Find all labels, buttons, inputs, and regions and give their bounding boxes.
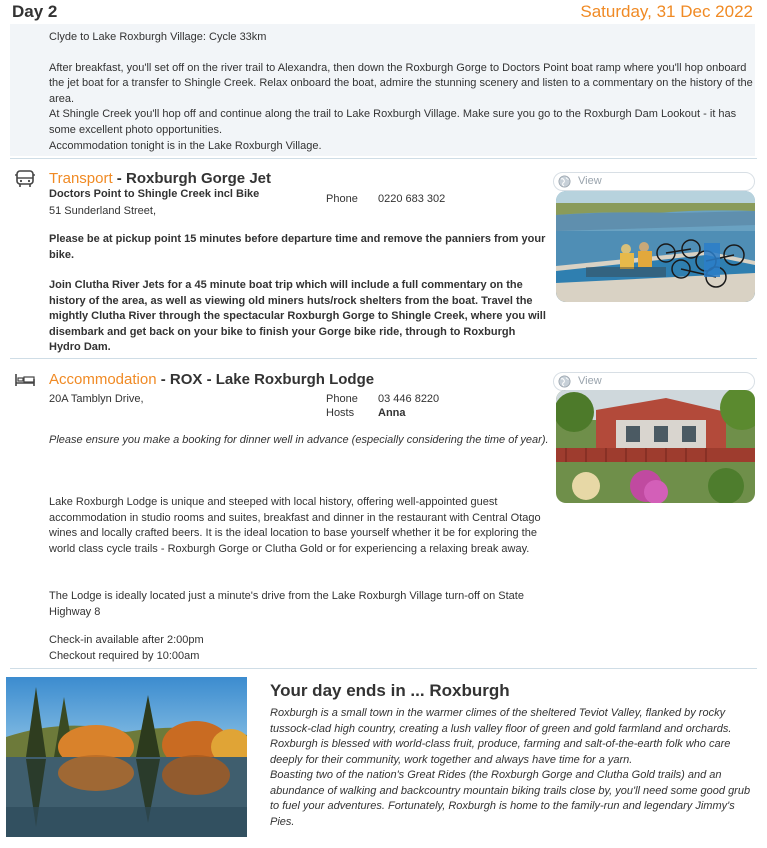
summary-route: Clyde to Lake Roxburgh Village: Cycle 33km xyxy=(49,31,267,43)
roxburgh-photo xyxy=(6,677,247,837)
day-title: Day 2 xyxy=(12,2,58,21)
transport-phone: 0220 683 302 xyxy=(378,193,446,205)
transport-address: 51 Sunderland Street, xyxy=(49,205,157,217)
day-date: Saturday, 31 Dec 2022 xyxy=(580,2,753,21)
section-divider xyxy=(10,158,757,159)
transport-photo[interactable] xyxy=(556,191,755,302)
accommodation-photo[interactable] xyxy=(556,390,755,503)
accommodation-hosts: Anna xyxy=(378,407,406,419)
globe-icon xyxy=(558,175,571,188)
accommodation-description: Lake Roxburgh Lodge is unique and steeped with local history, offering well-appointed guest accommodation in studio rooms and suites, breakfast and dinner in the restaurant with Central Otago wines and locally crafted beers. It is the ideal location to base yourself whether it be for exploring the world class cycle trails - Roxburgh Gorge or Clutha Gold or for experiencing a relaxing break away. xyxy=(49,496,541,555)
summary-paragraph: Accommodation tonight is in the Lake Roxburgh Village. xyxy=(49,139,322,152)
day-end-title: Your day ends in ... Roxburgh xyxy=(270,681,510,700)
accommodation-note: Please ensure you make a booking for dinner well in advance (especially considering the time of year). xyxy=(49,434,549,446)
bus-icon xyxy=(14,170,36,188)
view-label: View xyxy=(578,175,602,187)
transport-service: Doctors Point to Shingle Creek incl Bike xyxy=(49,188,260,200)
title-separator: - xyxy=(112,170,126,187)
accommodation-name: ROX - Lake Roxburgh Lodge xyxy=(169,371,375,388)
title-separator: - xyxy=(156,371,170,388)
summary-paragraph: At Shingle Creek you'll hop off and continue along the trail to Lake Roxburgh Village. Make sure you go to the Roxburgh Dam Lookout - it has some excellent photo opportunities. xyxy=(49,108,737,136)
checkin-time: Check-in available after 2:00pm xyxy=(49,634,204,646)
section-divider xyxy=(10,358,757,359)
day-end-text xyxy=(270,706,758,830)
hosts-label: Hosts xyxy=(326,407,355,419)
day-summary xyxy=(10,24,755,156)
day-header xyxy=(0,0,767,24)
accommodation-location: The Lodge is ideally located just a minute's drive from the Lake Roxburgh Village turn-off on State Highway 8 xyxy=(49,590,524,618)
section-divider xyxy=(10,668,757,669)
transport-view-button[interactable] xyxy=(553,172,755,191)
phone-label: Phone xyxy=(326,393,358,405)
checkout-time: Checkout required by 10:00am xyxy=(49,650,200,662)
accommodation-address: 20A Tamblyn Drive, xyxy=(49,393,144,405)
summary-paragraph: After breakfast, you'll set off on the river trail to Alexandra, then down the Roxburgh Gorge to Doctors Point boat ramp where you'll hop onboard the jet boat for a transfer to Shingle Creek. Relax onboard the boat, admire the stunning scenery and listen to a commentary on the history of the area. xyxy=(49,61,753,105)
globe-icon xyxy=(558,375,571,388)
day-end-paragraph: Roxburgh is a small town in the warmer climes of the sheltered Teviot Valley, flanked by rocky tussock-clad high country, creating a lush valley floor of green and gold farmland and orchards. Roxburgh is blessed with world-class fruit, produce, farming and salt-of-the-earth folk who care deeply for their community, work together and always have time for a yarn. xyxy=(270,707,732,766)
section-kind: Accommodation xyxy=(49,371,157,388)
transport-name: Roxburgh Gorge Jet xyxy=(125,170,271,187)
section-kind: Transport xyxy=(49,170,113,187)
accommodation-phone: 03 446 8220 xyxy=(378,393,440,405)
transport-title xyxy=(49,170,271,187)
transport-note: Please be at pickup point 15 minutes before departure time and remove the panniers from your bike. xyxy=(49,233,546,261)
phone-label: Phone xyxy=(326,193,358,205)
day-end-paragraph: Boasting two of the nation's Great Rides (the Roxburgh Gorge and Clutha Gold trails) and an abundance of walking and backcountry mountain biking trails close by, you'll need some good grub to fuel your adventures. Fortunately, Roxburgh is home to the family-run and legendary Jimmy's Pies. xyxy=(270,769,751,828)
view-label: View xyxy=(578,375,602,387)
accommodation-view-button[interactable] xyxy=(553,372,755,391)
transport-description: Join Clutha River Jets for a 45 minute boat trip which will include a full commentary on the history of the area, as well as viewing old miners huts/rock shelters from the boat. Travel the mightly Clutha River through the spectacular Roxburgh Gorge to Shingle Creek, where you will disembark and get back on your bike to finish your Gorge bike ride, through to Roxburgh Hydro Dam. xyxy=(49,279,546,354)
bed-icon xyxy=(14,371,36,389)
accommodation-title xyxy=(49,371,374,388)
